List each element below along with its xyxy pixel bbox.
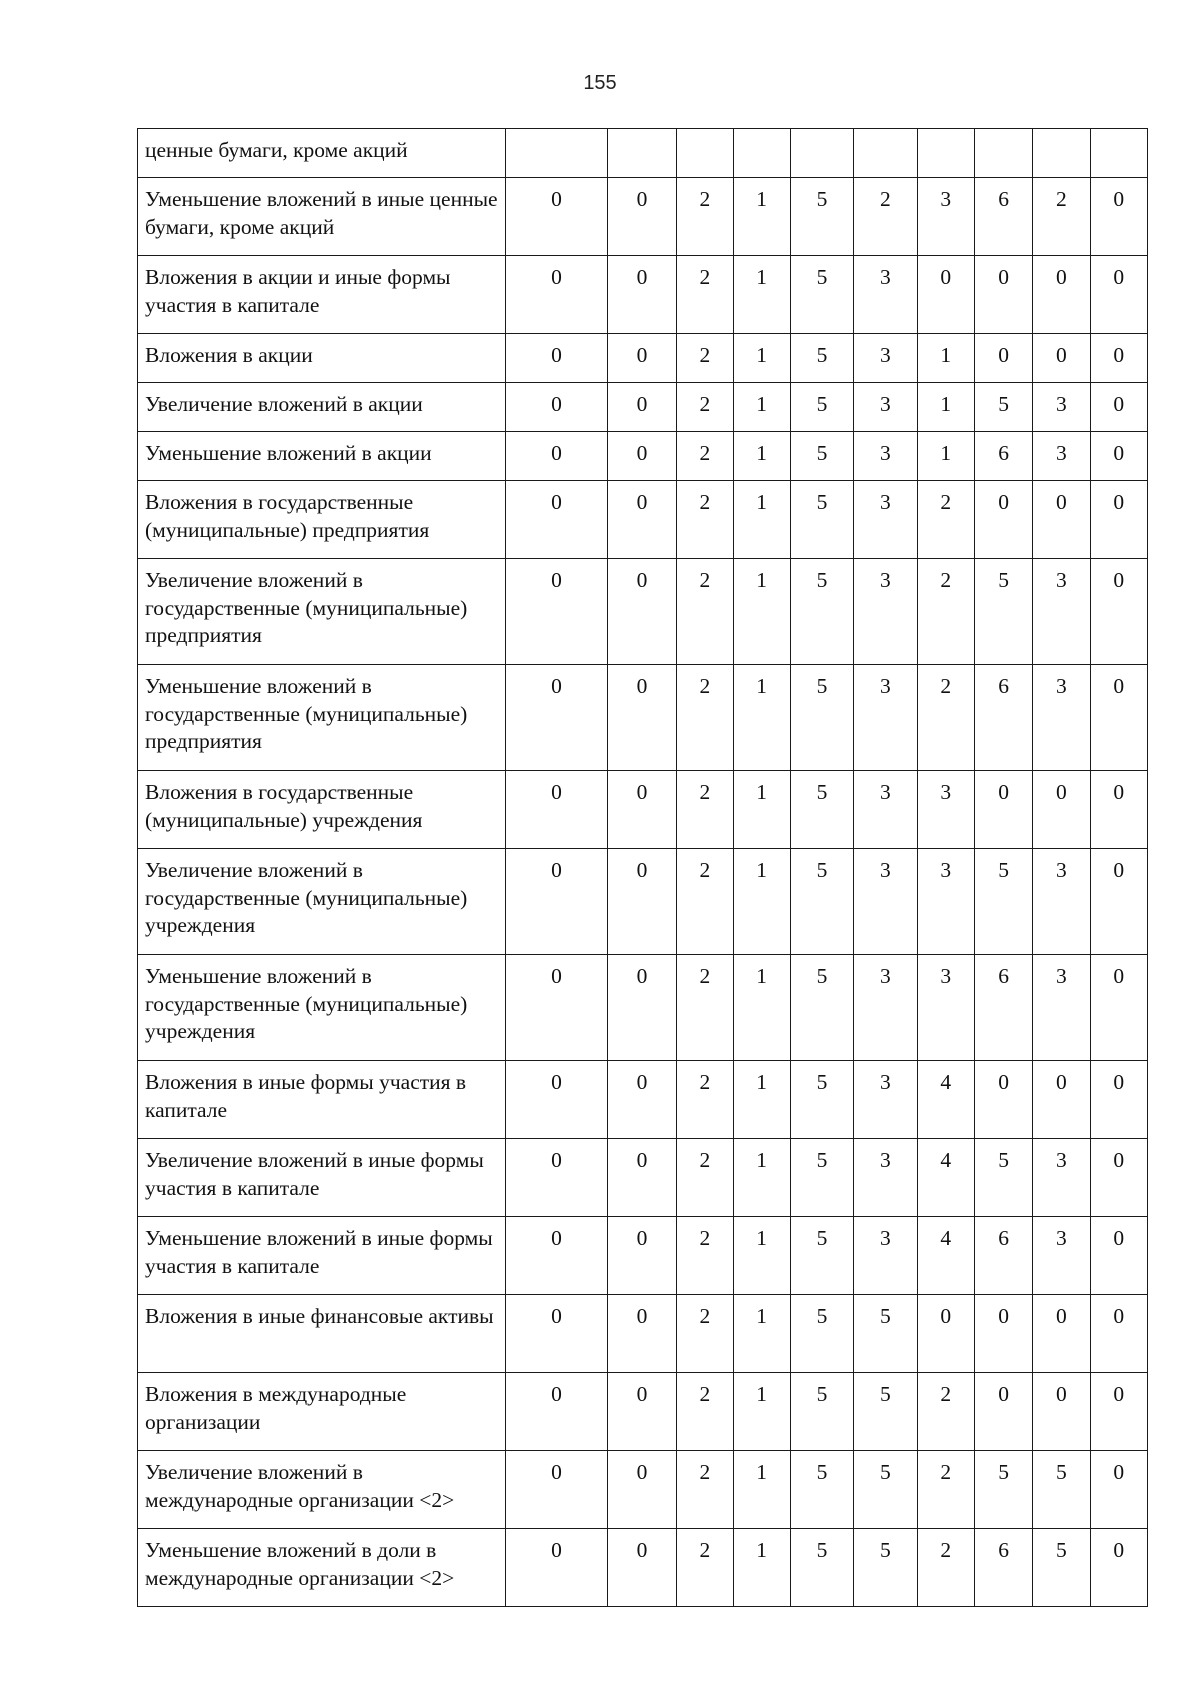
code-digit-cell: 1: [733, 1061, 790, 1139]
code-digit-cell: 5: [790, 383, 853, 432]
code-digit-cell: 3: [854, 432, 917, 481]
row-name-cell: Уменьшение вложений в акции: [138, 432, 506, 481]
code-digit-cell: 0: [506, 849, 608, 955]
table-row: [138, 1451, 1148, 1529]
code-digit-cell: 0: [1033, 1295, 1090, 1373]
row-name-cell: Вложения в иные формы участия в капитале: [138, 1061, 506, 1139]
code-digit-cell: 5: [974, 383, 1032, 432]
code-digit-cell: 5: [790, 1373, 853, 1451]
code-digit-cell: 0: [607, 334, 676, 383]
code-digit-cell: 6: [974, 432, 1032, 481]
code-digit-cell: 3: [917, 955, 974, 1061]
code-digit-cell: 0: [1090, 559, 1147, 665]
code-digit-cell: [607, 129, 676, 178]
code-digit-cell: 0: [974, 334, 1032, 383]
code-digit-cell: 3: [854, 665, 917, 771]
code-digit-cell: 0: [1090, 256, 1147, 334]
code-digit-cell: 5: [790, 1217, 853, 1295]
code-digit-cell: 5: [790, 256, 853, 334]
code-digit-cell: 0: [607, 1295, 676, 1373]
code-digit-cell: 6: [974, 955, 1032, 1061]
code-digit-cell: 2: [917, 481, 974, 559]
code-digit-cell: 3: [854, 559, 917, 665]
code-digit-cell: 0: [607, 1373, 676, 1451]
row-name-cell: Вложения в акции и иные формы участия в капитале: [138, 256, 506, 334]
code-digit-cell: 0: [607, 955, 676, 1061]
code-digit-cell: 2: [677, 1217, 733, 1295]
code-digit-cell: 2: [677, 334, 733, 383]
code-digit-cell: 3: [1033, 383, 1090, 432]
code-digit-cell: 5: [790, 849, 853, 955]
code-digit-cell: 3: [917, 771, 974, 849]
code-digit-cell: 0: [506, 432, 608, 481]
code-digit-cell: 3: [1033, 1139, 1090, 1217]
code-digit-cell: 5: [790, 1451, 853, 1529]
code-digit-cell: 0: [917, 256, 974, 334]
code-digit-cell: 1: [733, 559, 790, 665]
code-digit-cell: 0: [1090, 849, 1147, 955]
code-digit-cell: 2: [677, 1295, 733, 1373]
code-digit-cell: 2: [677, 432, 733, 481]
code-digit-cell: 0: [506, 955, 608, 1061]
code-digit-cell: 5: [854, 1529, 917, 1607]
code-digit-cell: 3: [854, 1217, 917, 1295]
code-digit-cell: 1: [917, 383, 974, 432]
row-name-cell: Увеличение вложений в международные организации <2>: [138, 1451, 506, 1529]
code-digit-cell: 5: [790, 771, 853, 849]
code-digit-cell: 5: [790, 1061, 853, 1139]
code-digit-cell: 0: [607, 1217, 676, 1295]
code-digit-cell: 3: [1033, 432, 1090, 481]
code-digit-cell: 5: [790, 1139, 853, 1217]
table-row: [138, 1529, 1148, 1607]
code-digit-cell: 0: [1090, 1529, 1147, 1607]
row-name-cell: Уменьшение вложений в государственные (муниципальные) предприятия: [138, 665, 506, 771]
code-digit-cell: 0: [1090, 178, 1147, 256]
code-digit-cell: 0: [974, 1061, 1032, 1139]
code-digit-cell: [917, 129, 974, 178]
code-digit-cell: 0: [607, 383, 676, 432]
code-digit-cell: 5: [790, 559, 853, 665]
code-digit-cell: 3: [917, 849, 974, 955]
code-digit-cell: 0: [607, 1451, 676, 1529]
code-digit-cell: [733, 129, 790, 178]
code-digit-cell: 3: [1033, 849, 1090, 955]
code-digit-cell: 0: [607, 771, 676, 849]
code-digit-cell: 1: [733, 771, 790, 849]
code-digit-cell: 1: [733, 1529, 790, 1607]
code-digit-cell: 0: [1090, 1451, 1147, 1529]
row-name-cell: Вложения в акции: [138, 334, 506, 383]
row-name-cell: Вложения в государственные (муниципальные) предприятия: [138, 481, 506, 559]
code-digit-cell: 1: [733, 955, 790, 1061]
code-digit-cell: [974, 129, 1032, 178]
code-digit-cell: 0: [607, 849, 676, 955]
code-digit-cell: 2: [677, 1451, 733, 1529]
code-digit-cell: 0: [506, 256, 608, 334]
code-digit-cell: 2: [677, 849, 733, 955]
code-digit-cell: 3: [1033, 1217, 1090, 1295]
row-name-cell: ценные бумаги, кроме акций: [138, 129, 506, 178]
code-digit-cell: 3: [1033, 559, 1090, 665]
code-digit-cell: 3: [854, 955, 917, 1061]
code-digit-cell: 1: [733, 481, 790, 559]
code-digit-cell: 2: [677, 1139, 733, 1217]
code-digit-cell: 0: [506, 1373, 608, 1451]
code-digit-cell: 3: [854, 334, 917, 383]
code-digit-cell: 0: [1090, 955, 1147, 1061]
code-digit-cell: 0: [607, 665, 676, 771]
code-digit-cell: 2: [917, 559, 974, 665]
code-digit-cell: 0: [607, 1139, 676, 1217]
code-digit-cell: 1: [733, 1217, 790, 1295]
page-number: 155: [583, 72, 617, 94]
code-digit-cell: 0: [506, 1295, 608, 1373]
code-digit-cell: 0: [1090, 1373, 1147, 1451]
table-row: [138, 256, 1148, 334]
code-digit-cell: 5: [1033, 1529, 1090, 1607]
code-digit-cell: 5: [790, 334, 853, 383]
code-digit-cell: 2: [677, 559, 733, 665]
code-digit-cell: 5: [790, 1529, 853, 1607]
code-digit-cell: 0: [607, 481, 676, 559]
code-digit-cell: 0: [607, 432, 676, 481]
code-digit-cell: 0: [506, 383, 608, 432]
code-digit-cell: 2: [917, 665, 974, 771]
code-digit-cell: 0: [1033, 1373, 1090, 1451]
code-digit-cell: 2: [677, 955, 733, 1061]
code-digit-cell: 0: [506, 334, 608, 383]
code-digit-cell: 5: [790, 481, 853, 559]
code-digit-cell: 1: [733, 178, 790, 256]
table-row: [138, 849, 1148, 955]
code-digit-cell: 2: [854, 178, 917, 256]
code-digit-cell: 0: [607, 1529, 676, 1607]
code-digit-cell: [506, 129, 608, 178]
table-row: [138, 771, 1148, 849]
code-digit-cell: 5: [790, 955, 853, 1061]
code-digit-cell: 2: [917, 1529, 974, 1607]
code-digit-cell: 5: [790, 1295, 853, 1373]
code-digit-cell: 5: [790, 178, 853, 256]
table-row: [138, 1217, 1148, 1295]
code-digit-cell: 1: [733, 1451, 790, 1529]
code-digit-cell: 0: [1090, 383, 1147, 432]
code-digit-cell: 0: [1090, 1139, 1147, 1217]
code-digit-cell: [677, 129, 733, 178]
code-digit-cell: 1: [733, 1295, 790, 1373]
code-digit-cell: 2: [917, 1451, 974, 1529]
code-digit-cell: [854, 129, 917, 178]
code-digit-cell: 5: [854, 1295, 917, 1373]
code-digit-cell: 0: [506, 1529, 608, 1607]
code-digit-cell: 0: [1090, 1295, 1147, 1373]
table-row: [138, 1061, 1148, 1139]
code-digit-cell: 0: [506, 178, 608, 256]
code-digit-cell: 2: [677, 1373, 733, 1451]
table-row: [138, 178, 1148, 256]
row-name-cell: Уменьшение вложений в доли в международные организации <2>: [138, 1529, 506, 1607]
code-digit-cell: 0: [1033, 481, 1090, 559]
code-digit-cell: 5: [790, 432, 853, 481]
table-row: [138, 559, 1148, 665]
code-digit-cell: 3: [854, 1139, 917, 1217]
code-digit-cell: 2: [917, 1373, 974, 1451]
code-digit-cell: 6: [974, 1217, 1032, 1295]
row-name-cell: Увеличение вложений в акции: [138, 383, 506, 432]
code-digit-cell: [790, 129, 853, 178]
code-digit-cell: 0: [974, 481, 1032, 559]
code-digit-cell: 5: [974, 849, 1032, 955]
code-digit-cell: 4: [917, 1061, 974, 1139]
table-row: [138, 129, 1148, 178]
code-digit-cell: 3: [1033, 665, 1090, 771]
code-digit-cell: 2: [677, 178, 733, 256]
code-digit-cell: 3: [854, 383, 917, 432]
classification-codes-table: [137, 128, 1148, 1607]
row-name-cell: Уменьшение вложений в иные ценные бумаги, кроме акций: [138, 178, 506, 256]
table-row: [138, 383, 1148, 432]
code-digit-cell: 0: [1033, 256, 1090, 334]
code-digit-cell: 0: [506, 1139, 608, 1217]
code-digit-cell: 0: [506, 1061, 608, 1139]
code-digit-cell: 2: [1033, 178, 1090, 256]
code-digit-cell: 1: [733, 665, 790, 771]
code-digit-cell: 5: [974, 559, 1032, 665]
code-digit-cell: 0: [1090, 481, 1147, 559]
code-digit-cell: 0: [506, 665, 608, 771]
code-digit-cell: 0: [607, 178, 676, 256]
row-name-cell: Уменьшение вложений в государственные (муниципальные) учреждения: [138, 955, 506, 1061]
code-digit-cell: 3: [854, 1061, 917, 1139]
code-digit-cell: [1090, 129, 1147, 178]
code-digit-cell: 3: [1033, 955, 1090, 1061]
code-digit-cell: 3: [854, 771, 917, 849]
table-row: [138, 1139, 1148, 1217]
code-digit-cell: 0: [607, 1061, 676, 1139]
code-digit-cell: 0: [974, 1295, 1032, 1373]
code-digit-cell: 0: [607, 256, 676, 334]
code-digit-cell: 0: [1033, 1061, 1090, 1139]
code-digit-cell: 0: [1090, 771, 1147, 849]
row-name-cell: Вложения в государственные (муниципальные) учреждения: [138, 771, 506, 849]
code-digit-cell: 5: [854, 1373, 917, 1451]
code-digit-cell: 0: [506, 559, 608, 665]
row-name-cell: Вложения в международные организации: [138, 1373, 506, 1451]
code-digit-cell: 0: [1033, 334, 1090, 383]
code-digit-cell: 1: [917, 432, 974, 481]
code-digit-cell: 6: [974, 665, 1032, 771]
table-row: [138, 334, 1148, 383]
table-row: [138, 665, 1148, 771]
code-digit-cell: 0: [1090, 1217, 1147, 1295]
code-digit-cell: 1: [917, 334, 974, 383]
code-digit-cell: 0: [1090, 1061, 1147, 1139]
code-digit-cell: 0: [506, 481, 608, 559]
code-digit-cell: 0: [506, 1217, 608, 1295]
row-name-cell: Вложения в иные финансовые активы: [138, 1295, 506, 1373]
code-digit-cell: 0: [607, 559, 676, 665]
code-digit-cell: 4: [917, 1139, 974, 1217]
table-row: [138, 481, 1148, 559]
code-digit-cell: 2: [677, 256, 733, 334]
table-row: [138, 955, 1148, 1061]
code-digit-cell: 5: [974, 1451, 1032, 1529]
code-digit-cell: 0: [1033, 771, 1090, 849]
code-digit-cell: 3: [854, 256, 917, 334]
row-name-cell: Увеличение вложений в иные формы участия в капитале: [138, 1139, 506, 1217]
code-digit-cell: 0: [506, 771, 608, 849]
code-digit-cell: 3: [854, 849, 917, 955]
code-digit-cell: 2: [677, 383, 733, 432]
code-digit-cell: 0: [917, 1295, 974, 1373]
code-digit-cell: [1033, 129, 1090, 178]
code-digit-cell: 0: [1090, 334, 1147, 383]
code-digit-cell: 0: [974, 1373, 1032, 1451]
code-digit-cell: 0: [974, 771, 1032, 849]
code-digit-cell: 0: [1090, 432, 1147, 481]
code-digit-cell: 3: [917, 178, 974, 256]
row-name-cell: Увеличение вложений в государственные (муниципальные) предприятия: [138, 559, 506, 665]
code-digit-cell: 1: [733, 383, 790, 432]
table-body: [138, 129, 1148, 1607]
table-row: [138, 432, 1148, 481]
code-digit-cell: 5: [1033, 1451, 1090, 1529]
code-digit-cell: 1: [733, 432, 790, 481]
code-digit-cell: 0: [506, 1451, 608, 1529]
code-digit-cell: 2: [677, 1529, 733, 1607]
code-digit-cell: 5: [854, 1451, 917, 1529]
code-digit-cell: 1: [733, 1373, 790, 1451]
code-digit-cell: 1: [733, 849, 790, 955]
code-digit-cell: 2: [677, 481, 733, 559]
code-digit-cell: 3: [854, 481, 917, 559]
code-digit-cell: 0: [1090, 665, 1147, 771]
row-name-cell: Уменьшение вложений в иные формы участия в капитале: [138, 1217, 506, 1295]
row-name-cell: Увеличение вложений в государственные (муниципальные) учреждения: [138, 849, 506, 955]
code-digit-cell: 0: [974, 256, 1032, 334]
code-digit-cell: 2: [677, 665, 733, 771]
code-digit-cell: 6: [974, 1529, 1032, 1607]
table-row: [138, 1373, 1148, 1451]
code-digit-cell: 1: [733, 1139, 790, 1217]
code-digit-cell: 6: [974, 178, 1032, 256]
code-digit-cell: 5: [790, 665, 853, 771]
code-digit-cell: 1: [733, 256, 790, 334]
code-digit-cell: 2: [677, 771, 733, 849]
code-digit-cell: 1: [733, 334, 790, 383]
table-row: [138, 1295, 1148, 1373]
code-digit-cell: 5: [974, 1139, 1032, 1217]
code-digit-cell: 4: [917, 1217, 974, 1295]
code-digit-cell: 2: [677, 1061, 733, 1139]
